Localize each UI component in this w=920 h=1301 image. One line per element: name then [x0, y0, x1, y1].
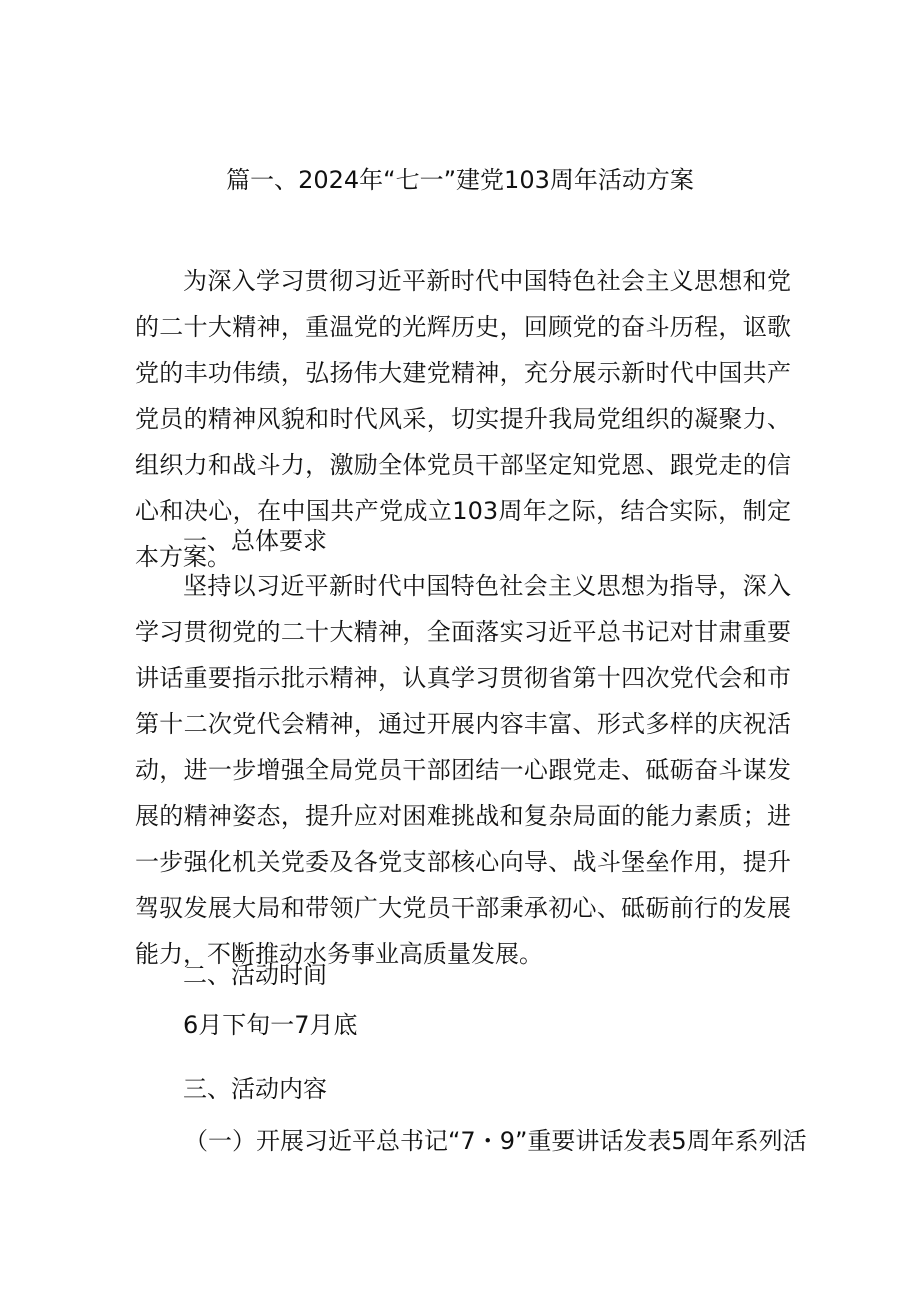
overall-requirements-paragraph: 坚持以习近平新时代中国特色社会主义思想为指导，深入学习贯彻党的二十大精神，全面落实习近平总书记对甘肃重要讲话重要指示批示精神，认真学习贯彻省第十四次党代会和市第十二次党代会精神，通过开展内容丰富、形式多样的庆祝活动，进一步增强全局党员干部团结一心跟党走、砥砺奋斗谋发展的精神姿态，提升应对困难挑战和复杂局面的能力素质；进一步强化机关党委及各党支部核心向导、战斗堡垒作用，提升驾驭发展大局和带领广大党员干部秉承初心、砥砺前行的发展能力，不断推动水务事业高质量发展。: [135, 572, 791, 968]
section-heading-activity-time: 二、活动时间: [183, 961, 327, 989]
section-heading-activity-content: 三、活动内容: [183, 1075, 327, 1103]
document-title: 篇一、2024年“七一”建党103周年活动方案: [226, 166, 694, 194]
activity-content-item-1: （一）开展习近平总书记“7・9”重要讲话发表5周年系列活: [184, 1127, 807, 1155]
activity-time-text: 6月下旬一7月底: [183, 1011, 358, 1039]
section-heading-overall-requirements: 一、总体要求: [183, 527, 327, 555]
intro-paragraph: 为深入学习贯彻习近平新时代中国特色社会主义思想和党的二十大精神，重温党的光辉历史，回顾党的奋斗历程，讴歌党的丰功伟绩，弘扬伟大建党精神，充分展示新时代中国共产党员的精神风貌和时代风采，切实提升我局党组织的凝聚力、组织力和战斗力，激励全体党员干部坚定知党恩、跟党走的信心和决心，在中国共产党成立103周年之际，结合实际，制定本方案。: [135, 267, 791, 571]
